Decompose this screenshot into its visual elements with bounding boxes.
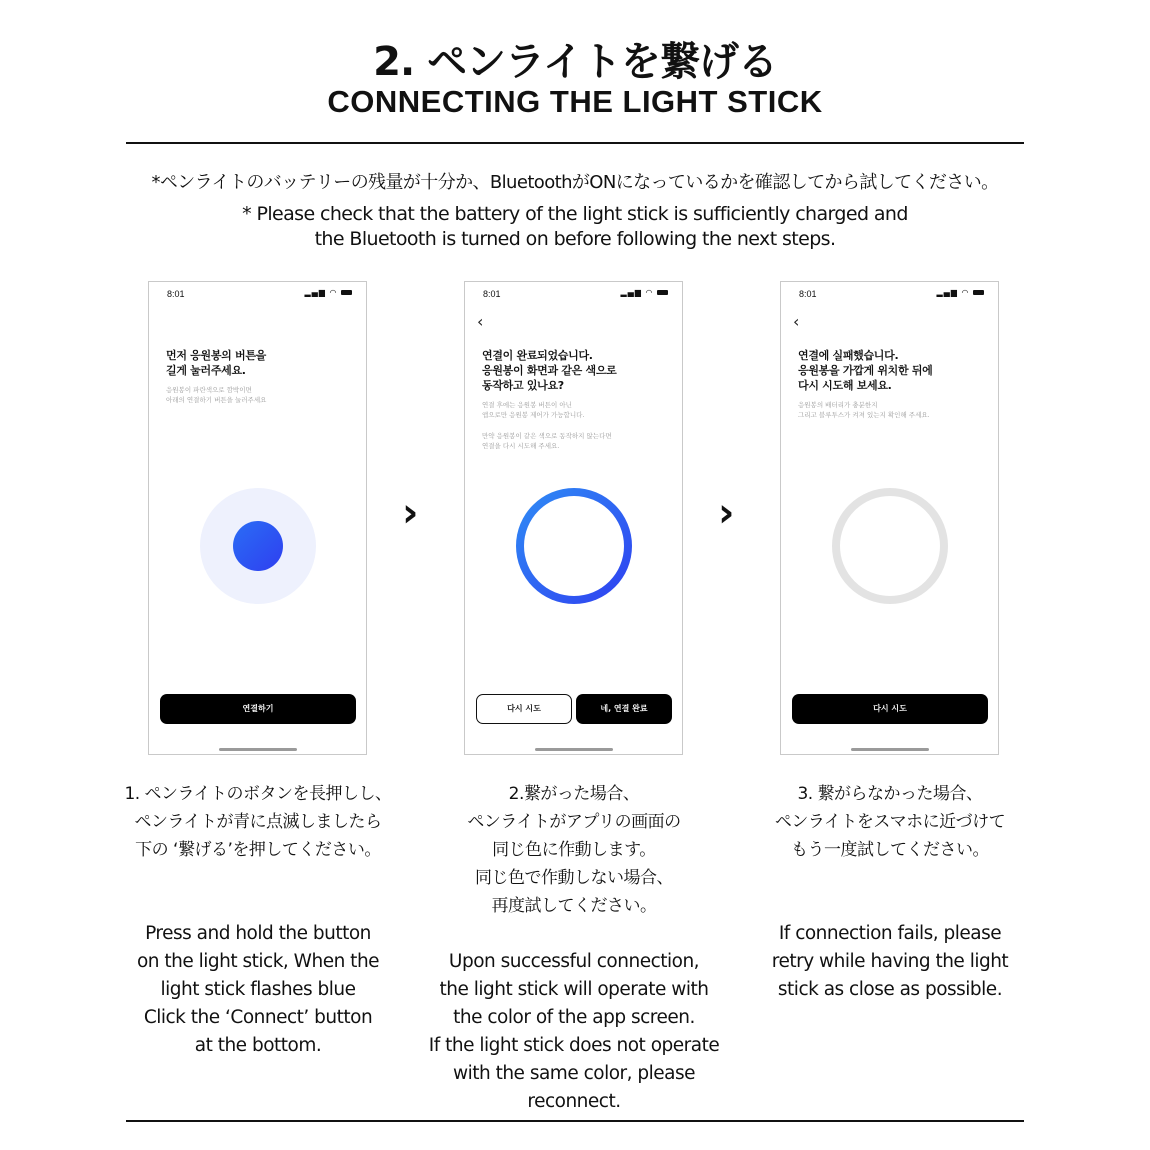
heading-line: 다시 시도해 보세요. <box>798 379 892 392</box>
blue-light-dot <box>233 521 283 571</box>
heading-line: 연결에 실패했습니다. <box>798 349 899 362</box>
wifi-icon: ◠ <box>961 288 970 297</box>
caption-step-2 <box>424 780 724 1116</box>
screen-subtext <box>166 385 356 405</box>
battery-icon <box>341 290 352 295</box>
subtext-line: 만약 응원봉이 같은 색으로 동작하지 않는다면 <box>482 432 612 440</box>
phone-screen-failed <box>780 281 999 755</box>
page-title-jp: 2. ペンライトを繋げる <box>373 39 777 85</box>
subtext-line: 앱으로만 응원봉 제어가 가능합니다. <box>482 411 585 419</box>
battery-icon <box>973 290 984 295</box>
retry-button[interactable]: 다시 시도 <box>792 694 988 724</box>
signal-icon: ▂▄▆ <box>620 288 642 297</box>
status-icons <box>936 288 984 297</box>
screen-heading <box>166 348 356 378</box>
caption-jp-line: 同じ色で作動しない場合、 <box>475 868 673 888</box>
caption-jp-line: 2.繋がった場合、 <box>508 784 640 804</box>
caption-jp-line: もう一度試してください。 <box>791 840 989 860</box>
connect-button[interactable]: 연결하기 <box>160 694 356 724</box>
caption-jp-line: ペンライトをスマホに近づけて <box>774 812 1006 832</box>
back-chevron-icon[interactable]: ‹ <box>793 312 800 331</box>
screen-heading <box>482 348 672 393</box>
caption-jp-line: 3. 繋がらなかった場合、 <box>797 784 983 804</box>
caption-en-line: light stick flashes blue <box>160 979 356 1000</box>
next-arrow-icon: › <box>402 490 419 536</box>
status-time: 8:01 <box>483 289 501 299</box>
caption-en-line: on the light stick, When the <box>136 951 380 972</box>
caption-en-line: Click the ‘Connect’ button <box>143 1007 373 1028</box>
caption-en-line: the light stick will operate with <box>439 979 709 1000</box>
caption-jp-line: 再度試してください。 <box>491 896 657 916</box>
subtext-line: 응원봉이 파란색으로 깜박이면 <box>166 386 252 394</box>
wifi-icon: ◠ <box>329 288 338 297</box>
phone-screen-success <box>464 281 683 755</box>
subtext-line: 아래의 연결하기 버튼을 눌러주세요 <box>166 396 267 404</box>
caption-en-line: If connection fails, please <box>778 923 1002 944</box>
heading-line: 응원봉을 가깝게 위치한 뒤에 <box>798 364 933 377</box>
note-en-line1: * Please check that the battery of the light stick is sufficiently charged and <box>242 203 908 225</box>
caption-jp-line: 同じ色に作動します。 <box>492 840 656 860</box>
screen-subtext <box>482 400 672 451</box>
gray-ring <box>832 488 948 604</box>
home-indicator <box>535 748 613 751</box>
top-divider <box>126 142 1024 144</box>
caption-en-line: If the light stick does not operate <box>428 1035 720 1056</box>
signal-icon: ▂▄▆ <box>304 288 326 297</box>
confirm-connected-button[interactable]: 네, 연결 완료 <box>576 694 672 724</box>
caption-step-1 <box>108 780 408 1060</box>
note-en-line2: the Bluetooth is turned on before following the next steps. <box>314 228 836 250</box>
subtext-line: 응원봉의 배터리가 충분한지 <box>798 401 878 409</box>
caption-en-line: Press and hold the button <box>145 923 371 944</box>
subtext-line: 연결 후에는 응원봉 버튼이 아닌 <box>482 401 572 409</box>
caption-en-line: stick as close as possible. <box>777 979 1003 1000</box>
bottom-divider <box>126 1120 1024 1122</box>
caption-en-line: at the bottom. <box>194 1035 322 1056</box>
heading-line: 연결이 완료되었습니다. <box>482 349 593 362</box>
caption-jp-line: ペンライトがアプリの画面の <box>467 812 681 832</box>
caption-jp-line: 下の ‘繋げる’を押してください。 <box>135 840 381 860</box>
page-title-en: CONNECTING THE LIGHT STICK <box>327 84 823 119</box>
blue-ring <box>516 488 632 604</box>
status-icons <box>304 288 352 297</box>
heading-line: 동작하고 있나요? <box>482 379 564 392</box>
subtext-line: 연결을 다시 시도해 주세요. <box>482 442 560 450</box>
back-chevron-icon[interactable]: ‹ <box>477 312 484 331</box>
wifi-icon: ◠ <box>645 288 654 297</box>
status-icons <box>620 288 668 297</box>
home-indicator <box>851 748 929 751</box>
caption-jp-line: 1. ペンライトのボタンを長押しし、 <box>124 784 392 804</box>
heading-line: 먼저 응원봉의 버튼을 <box>166 349 266 362</box>
retry-button[interactable]: 다시 시도 <box>476 694 572 724</box>
status-time: 8:01 <box>799 289 817 299</box>
home-indicator <box>219 748 297 751</box>
caption-en-line: with the same color, please <box>452 1063 696 1084</box>
phone-screen-connect <box>148 281 367 755</box>
heading-line: 길게 눌러주세요. <box>166 364 246 377</box>
next-arrow-icon: › <box>718 490 735 536</box>
battery-icon <box>657 290 668 295</box>
heading-line: 응원봉이 화면과 같은 색으로 <box>482 364 617 377</box>
note-jp: *ペンライトのバッテリーの残量が十分か、BluetoothがONになっているかを確認してから試してください。 <box>151 172 999 193</box>
caption-en-line: Upon successful connection, <box>448 951 700 972</box>
subtext-line: 그리고 블루투스가 켜져 있는지 확인해 주세요. <box>798 411 930 419</box>
caption-en-line: retry while having the light <box>771 951 1009 972</box>
status-time: 8:01 <box>167 289 185 299</box>
caption-en-line: reconnect. <box>527 1091 621 1112</box>
screen-subtext <box>798 400 988 420</box>
caption-step-3 <box>740 780 1040 1004</box>
signal-icon: ▂▄▆ <box>936 288 958 297</box>
caption-jp-line: ペンライトが青に点滅しましたら <box>134 812 382 832</box>
caption-en-line: the color of the app screen. <box>453 1007 695 1028</box>
screen-heading <box>798 348 988 393</box>
